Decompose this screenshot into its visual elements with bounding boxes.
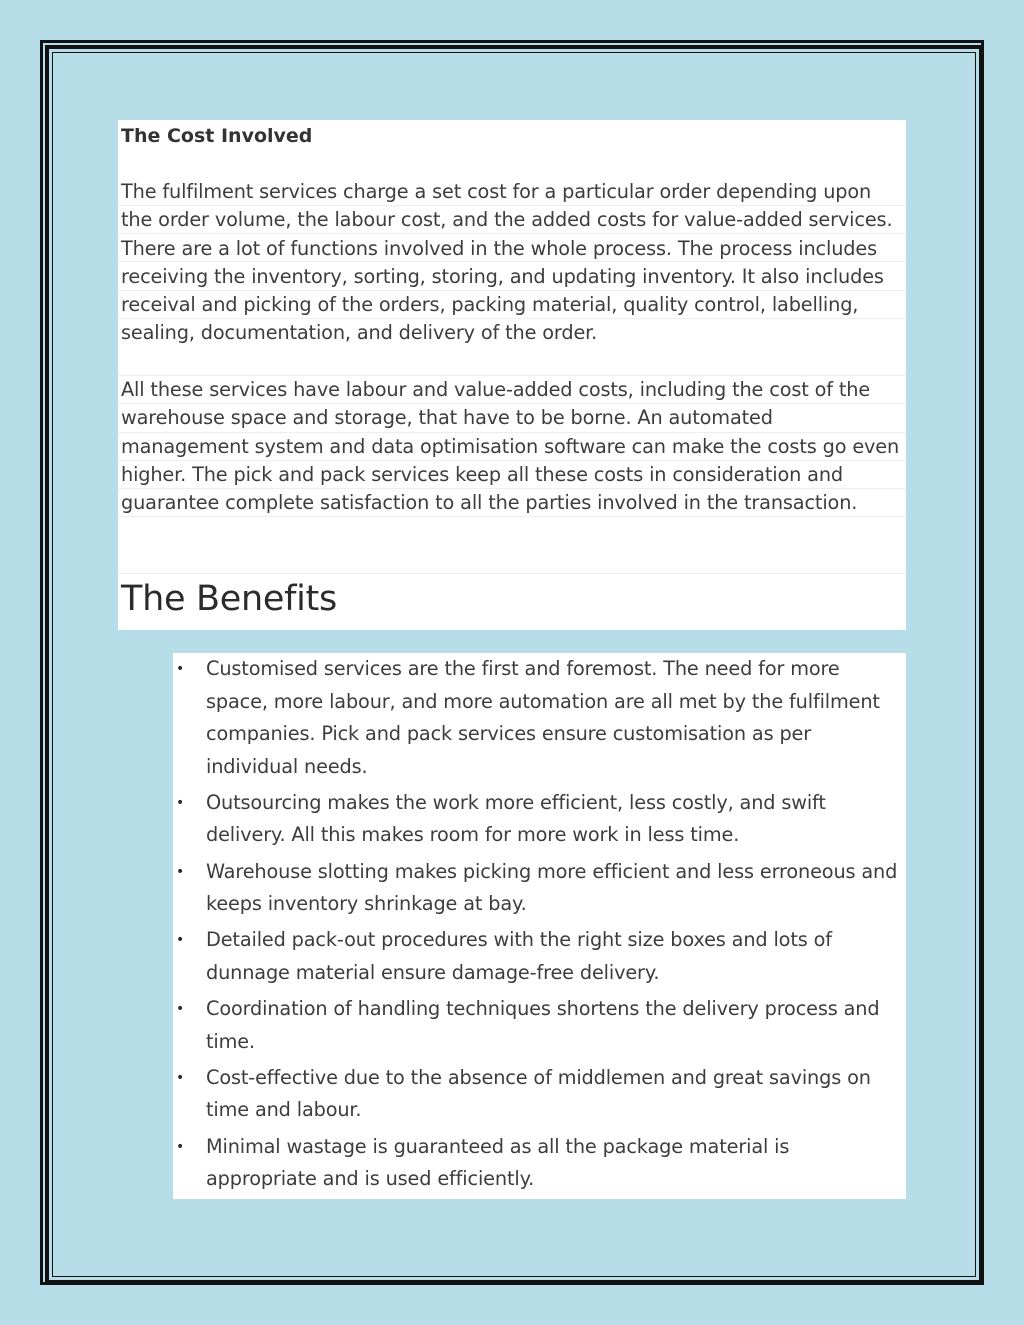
benefit-text: Warehouse slotting makes picking more efficient and less erroneous and keeps inventory shrinkage at bay. bbox=[206, 859, 898, 916]
bullet-icon: • bbox=[176, 1069, 185, 1086]
benefit-item bbox=[173, 787, 903, 852]
cost-paragraph-2: All these services have labour and value-added costs, including the cost of the warehouse space and storage, that have to be borne. An automated management system and data optimisation software can make the costs go even higher. The pick and pack services keep all these costs in consideration and guarantee complete satisfaction to all the parties involved in the transaction. bbox=[121, 378, 900, 515]
cost-heading: The Cost Involved bbox=[121, 125, 313, 147]
benefit-item bbox=[173, 1131, 903, 1196]
benefits-list bbox=[173, 653, 903, 1200]
benefit-item bbox=[173, 924, 903, 989]
benefit-text: Outsourcing makes the work more efficient, less costly, and swift delivery. All this makes room for more work in less time. bbox=[206, 790, 826, 847]
benefits-heading: The Benefits bbox=[121, 579, 337, 619]
benefit-text: Customised services are the first and foremost. The need for more space, more labour, and more automation are all met by the fulfilment companies. Pick and pack services ensure customisation as per individual needs. bbox=[206, 657, 880, 778]
benefit-text: Cost-effective due to the absence of middlemen and great savings on time and labour. bbox=[206, 1065, 871, 1122]
benefit-item bbox=[173, 856, 903, 921]
bullet-icon: • bbox=[176, 863, 185, 880]
benefit-item bbox=[173, 653, 903, 783]
bullet-icon: • bbox=[176, 661, 185, 677]
benefit-text: Detailed pack-out procedures with the right size boxes and lots of dunnage material ensure damage-free delivery. bbox=[206, 928, 832, 984]
benefit-text: Minimal wastage is guaranteed as all the package material is appropriate and is used efficiently. bbox=[206, 1134, 790, 1191]
bullet-icon: • bbox=[176, 1138, 185, 1155]
bullet-icon: • bbox=[176, 794, 185, 811]
bullet-icon: • bbox=[176, 932, 185, 949]
bullet-icon: • bbox=[176, 1001, 185, 1018]
benefit-item bbox=[173, 1062, 903, 1127]
benefit-item bbox=[173, 993, 903, 1058]
cost-paragraph-1: The fulfilment services charge a set cost for a particular order depending upon the order volume, the labour cost, and the added costs for value-added services. There are a lot of functions involved in the whole process. The process includes receiving the inventory, sorting, storing, and updating inventory. It also includes receival and picking of the orders, packing material, quality control, labelling, sealing, documentation, and delivery of the order. bbox=[121, 180, 893, 345]
benefit-text: Coordination of handling techniques shortens the delivery process and time. bbox=[206, 997, 880, 1053]
